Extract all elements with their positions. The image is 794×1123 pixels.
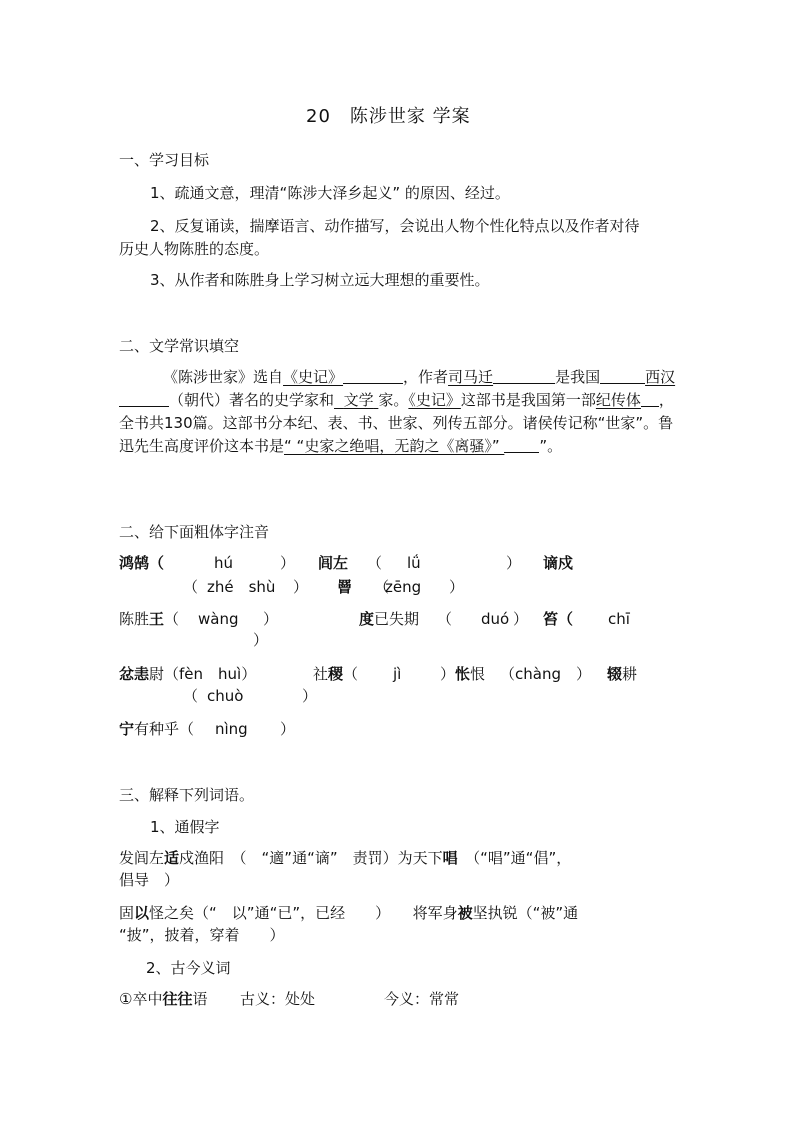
section-heading-goals: 一、学习目标 — [119, 151, 210, 169]
pinyin-answer-chang: （chàng ） — [500, 665, 591, 683]
pinyin-word-chuogeng: 辍耕 — [607, 665, 638, 683]
lit-text-1: 《陈涉世家》选自 — [163, 368, 284, 386]
vocab-modern-meaning: 今义：常常 — [384, 990, 460, 1008]
vocab-line-3: 固以怪之矣（“ 以”通“已”，已经 ） 将军身被坚执锐（“被”通 — [119, 904, 579, 922]
lit-answer-author: 司马迁 — [448, 368, 494, 386]
lit-text-7: ，全书共130篇。这部书分本纪、表、书、世家、列传五部分。诸侯传记称“世家”。鲁迅先生高度评价这本书是 — [119, 391, 674, 455]
goal-item-2: 2、反复诵读，揣摩语言、动作描写，会说出人物个性化特点以及作者对待 — [150, 217, 640, 235]
lit-blank-5 — [641, 390, 659, 407]
paren-open: （ — [374, 578, 390, 596]
vocab-ancient-meaning: 古义：处处 — [240, 990, 316, 1008]
lit-answer-genre: 纪传体 — [595, 391, 641, 409]
vocab-line-4: “披”，披着，穿着 ） — [119, 926, 285, 944]
pinyin-word-fenhui: 忿恚尉（fèn huì） — [119, 665, 257, 683]
pinyin-answer-chuo: chuò — [207, 687, 244, 705]
lit-blank-4 — [119, 390, 169, 407]
goal-item-1: 1、疏通文意，理清“陈涉大泽乡起义” 的原因、经过。 — [150, 184, 510, 202]
section-heading-pinyin: 二、给下面粗体字注音 — [119, 523, 270, 541]
lit-blank-3 — [600, 367, 645, 384]
paren-close: ） — [506, 554, 522, 572]
pinyin-answer-zheshu: zhé shù — [207, 578, 276, 596]
pinyin-answer-wang: wàng — [198, 610, 239, 628]
pinyin-answer-zeng: zēng — [385, 578, 422, 596]
subheading-tongjiazi: 1、通假字 — [150, 818, 220, 836]
pinyin-word-zeng: 罾 — [337, 578, 353, 596]
lit-text-6: 这部书是我国第一部 — [460, 391, 596, 409]
pinyin-answer-ning: nìng — [215, 720, 248, 738]
paren-open: （ — [367, 554, 383, 572]
vocab-line-2: 倡导 ） — [119, 871, 180, 889]
lit-answer-book: 《史记》 — [408, 391, 461, 409]
pinyin-answer-chi: chī — [608, 610, 630, 628]
lit-text-3: 是我国 — [555, 368, 601, 386]
vocab-line-5: ①卒中往往语 — [119, 990, 208, 1008]
paren-close: ） — [440, 665, 456, 683]
pinyin-word-lvzuo: 闾左 — [318, 554, 349, 572]
literature-paragraph — [119, 366, 679, 458]
section-heading-vocab: 三、解释下列词语。 — [119, 786, 255, 804]
lit-text-5: 家。 — [378, 391, 409, 409]
pinyin-word-chenshengwang: 陈胜王（ — [119, 610, 180, 628]
pinyin-answer-hu: hú — [214, 554, 234, 572]
lit-answer-quote: “ “史家之绝唱，无韵之《离骚》” — [284, 437, 505, 455]
pinyin-answer-lv: lǘ — [407, 554, 421, 572]
lit-blank-2 — [493, 367, 555, 384]
lit-answer-literature: 文学 — [343, 391, 374, 409]
paren-open: （ — [183, 687, 199, 705]
lit-answer-source: 《史记》 — [283, 368, 344, 386]
paren-close: ） — [293, 578, 309, 596]
lit-text-8: ”。 — [539, 437, 563, 455]
paren-open: （ — [183, 578, 199, 596]
goal-item-3: 3、从作者和陈胜身上学习树立远大理想的重要性。 — [150, 271, 490, 289]
pinyin-word-zheshu: 谪戍 — [543, 554, 574, 572]
page-title: 20 陈涉世家 学案 — [306, 106, 471, 127]
pinyin-word-chi: 笞（ — [543, 610, 574, 628]
pinyin-word-sheji: 社稷（ — [313, 665, 359, 683]
lit-answer-dynasty: 西汉 — [645, 368, 676, 386]
pinyin-answer-ji: jì — [393, 665, 402, 683]
paren-close: ） — [449, 578, 465, 596]
subheading-gujin: 2、古今义词 — [146, 959, 231, 977]
lit-text-2: ，作者 — [403, 368, 449, 386]
paren-open: （ — [437, 610, 453, 628]
pinyin-word-duo: 度已失期 — [359, 610, 420, 628]
pinyin-answer-duo: duó — [481, 610, 510, 628]
goal-item-2-cont: 历史人物陈胜的态度。 — [119, 240, 270, 258]
section-heading-literature: 二、文学常识填空 — [119, 337, 240, 355]
vocab-line-1: 发闾左适戍渔阳 （ “適”通“谪” 责罚）为天下唱 （“唱”通“倡”， — [119, 849, 572, 867]
lit-blank-1 — [343, 367, 403, 384]
lit-text-4: （朝代）著名的史学家和 — [169, 391, 335, 409]
paren-close: ） — [302, 687, 318, 705]
pinyin-word-changhen: 怅恨 — [455, 665, 486, 683]
paren-close: ） — [280, 720, 296, 738]
paren-close: ） — [253, 631, 269, 649]
lit-blank-6 — [504, 436, 539, 453]
pinyin-word-ning: 宁有种乎（ — [119, 720, 195, 738]
paren-close: ） — [513, 610, 529, 628]
paren-close: ） — [280, 554, 296, 572]
paren-close: ） — [263, 610, 279, 628]
pinyin-word-honghu: 鸿鹄（ — [119, 554, 165, 572]
